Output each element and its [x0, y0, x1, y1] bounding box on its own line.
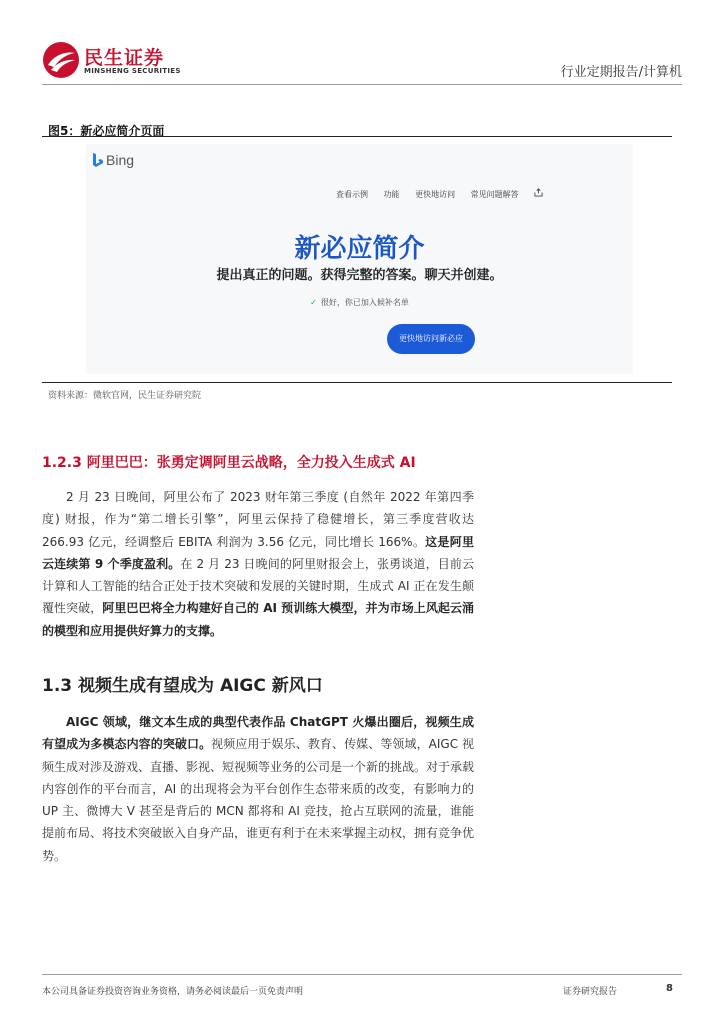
bing-nav-features: 功能: [383, 190, 400, 199]
footer-doc-type: 证券研究报告: [563, 987, 618, 997]
figure-top-rule: [42, 136, 672, 137]
figure-bottom-rule: [42, 382, 672, 383]
p1-bold-b: 这是阿里云连续第 9 个季度盈利。: [42, 534, 474, 571]
section-heading-alibaba: 1.2.3 阿里巴巴：张勇定调阿里云战略，全力投入生成式 AI: [42, 455, 416, 471]
p2-text-b: 视频应用于娱乐、教育、传媒、等领域，AIGC 视频生成对涉及游戏、直播、影视、短视频等业务的公司是一个新的挑战。对于承载内容创作的平台而言，AI 的出现将会为平台创作生态带来质的改变，有影响力的 UP 主、微博大 V 甚至是背后的 MCN 都将和 AI 竞技，抢占互联网的流量，谁能提前布局、将技术突破嵌入自身产品，谁更有利于在未来掌握主动权，拥有竞争优势。: [42, 737, 475, 863]
header-divider: [42, 84, 682, 85]
bing-nav: [336, 188, 543, 200]
section-heading-video: 1.3 视频生成有望成为 AIGC 新风口: [42, 676, 323, 696]
logo-text-cn: 民生证券: [84, 47, 165, 69]
logo-text-en: MINSHENG SECURITIES: [84, 67, 181, 75]
bing-title: 新必应简介: [294, 234, 425, 264]
bing-faster-access-button: 更快地访问新必应: [387, 324, 475, 354]
figure-title: 图5：新必应简介页面: [48, 124, 165, 138]
footer-disclaimer: 本公司具备证券投资咨询业务资格，请务必阅读最后一页免责声明: [42, 987, 304, 997]
bing-logo-icon: [92, 152, 104, 168]
figure-source: 资料来源：微软官网，民生证券研究院: [48, 391, 202, 401]
bing-logo: [92, 152, 134, 168]
share-icon: [534, 188, 543, 197]
bing-nav-examples: 查看示例: [336, 190, 368, 199]
bing-waitlist-note: [86, 297, 633, 308]
report-type: 行业定期报告/计算机: [560, 65, 682, 80]
page-number: 8: [666, 983, 673, 994]
paragraph-video: [42, 711, 474, 867]
bing-nav-access: 更快地访问: [415, 190, 456, 199]
p2-bold-a: AIGC 领域，继文本生成的典型代表作品 ChatGPT 火爆出圈后，视频生成有望成为多模态内容的突破口。: [42, 715, 474, 752]
p1-bold-d: 阿里巴巴将全力构建好自己的 AI 预训练大模型，并为市场上风起云涌的模型和应用提供好算力的支撑。: [42, 601, 474, 638]
p1-text-a: 2 月 23 日晚间，阿里公布了 2023 财年第三季度 (自然年 2022 年第四季度) 财报，作为“第二增长引擎”，阿里云保持了稳健增长，第三季度营收达 266.93 亿元，经调整后 EBITA 利润为 3.56 亿元，同比增长 166%。: [42, 490, 474, 549]
bing-subtitle: 提出真正的问题。获得完整的答案。聊天并创建。: [216, 268, 503, 283]
bing-logo-text: Bing: [106, 152, 135, 168]
bing-nav-faq: 常见问题解答: [470, 190, 519, 199]
p1-text-c: 在 2 月 23 日晚间的阿里财报会上，张勇谈道，目前云计算和人工智能的结合正处于技术突破和发展的关键时期，生成式 AI 正在发生颠覆性突破，: [42, 556, 474, 616]
check-icon: ✓: [310, 298, 317, 307]
minsheng-logo-icon: [42, 41, 80, 79]
minsheng-logo: [42, 41, 182, 81]
footer-divider: [42, 974, 682, 975]
paragraph-alibaba: [42, 486, 474, 642]
bing-waitlist-text: 很好，你已加入候补名单: [320, 298, 409, 307]
bing-intro-screenshot: [86, 144, 633, 374]
